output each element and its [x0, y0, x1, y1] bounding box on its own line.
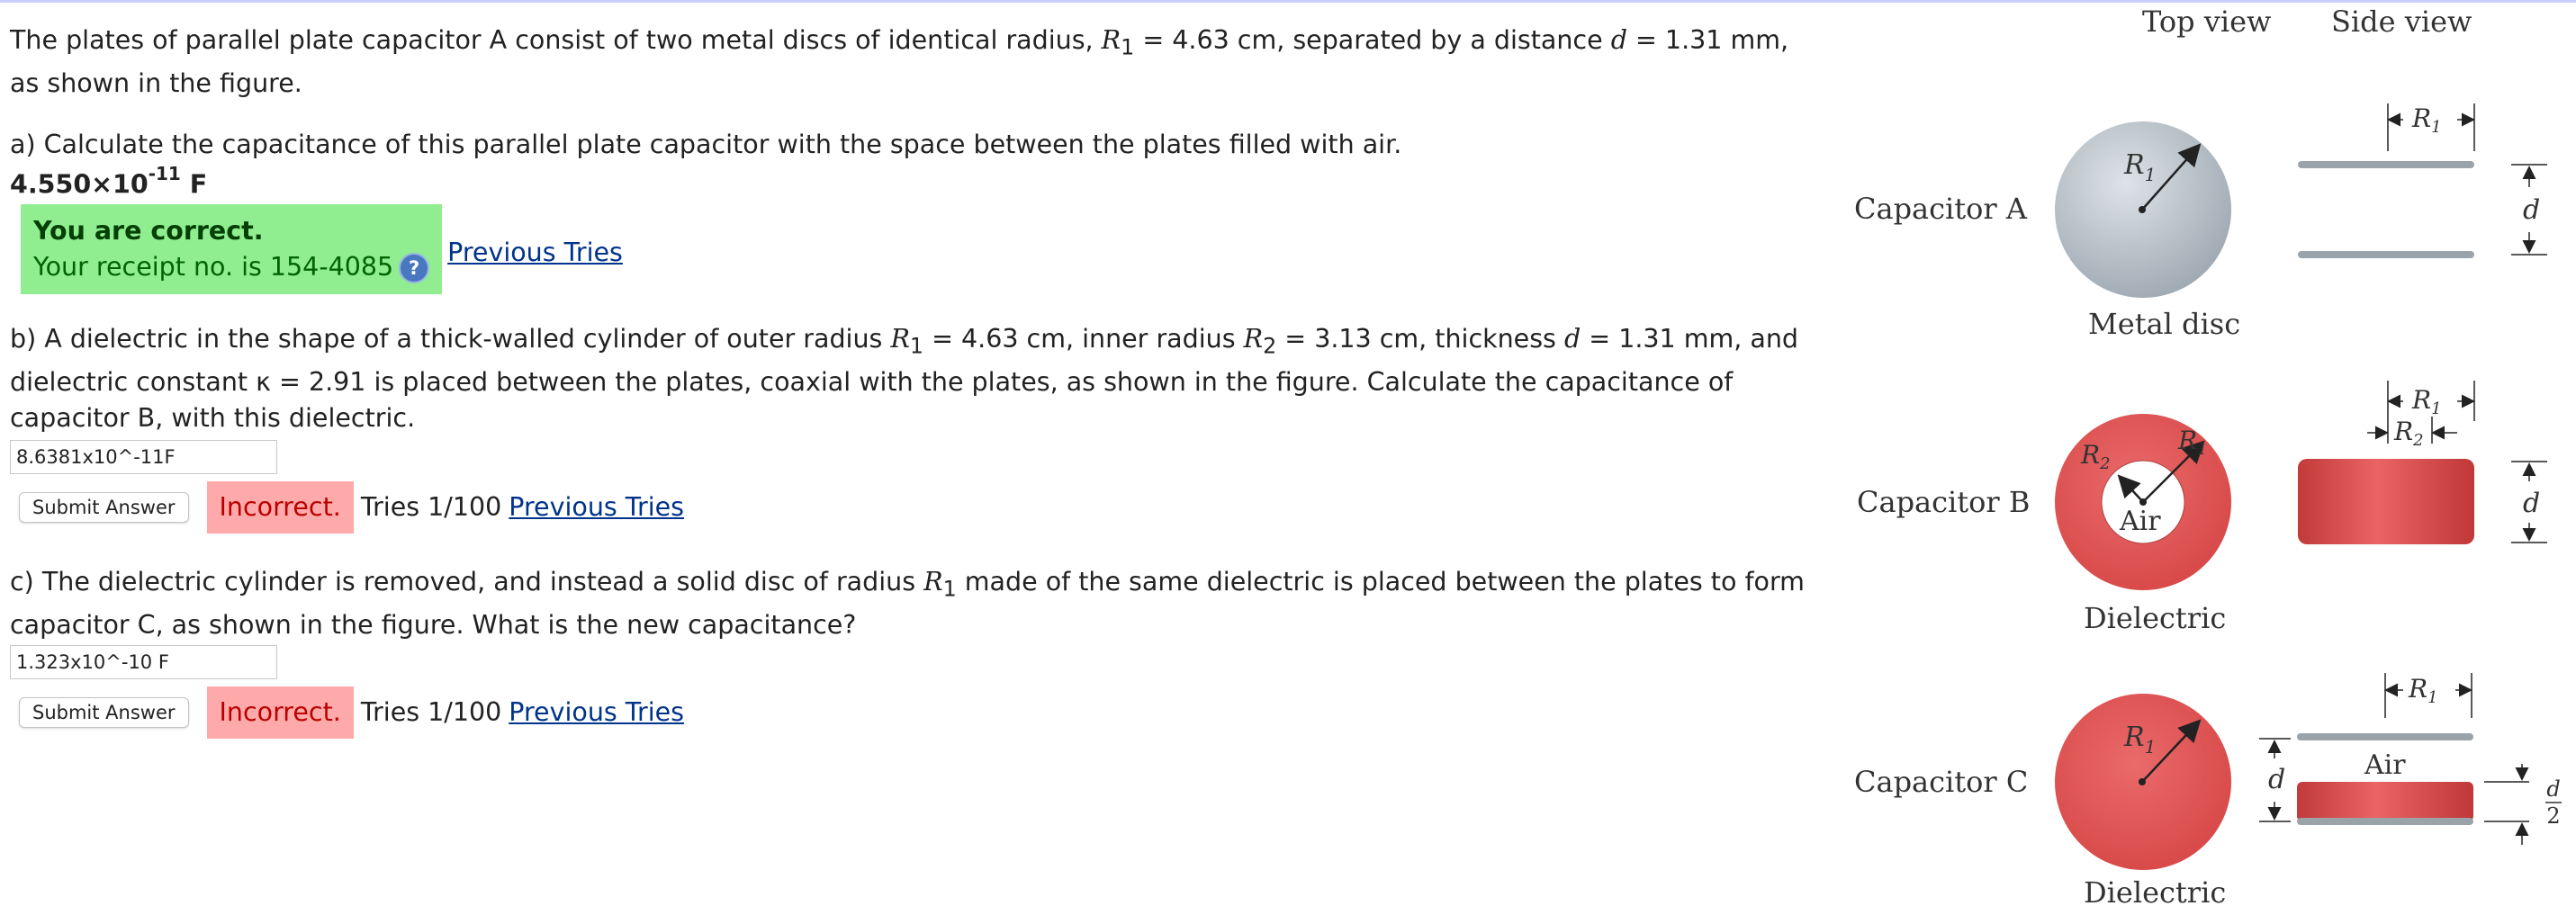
previous-tries-link-c[interactable]: Previous Tries — [509, 697, 685, 728]
air-label-b: Air — [2120, 506, 2161, 537]
metal-disc-label: Metal disc — [2088, 307, 2241, 341]
question-a: a) Calculate the capacitance of this parallel plate capacitor with the space between the plates filled with air. — [10, 129, 1402, 159]
capacitor-a-label: Capacitor A — [1854, 192, 2027, 226]
r1-side-label-b: $R_1$ — [2412, 385, 2442, 418]
previous-tries-link-b[interactable]: Previous Tries — [509, 492, 685, 523]
dielectric-slab-side — [2297, 782, 2473, 821]
r2-label-b: $R_2$ — [2081, 440, 2111, 473]
previous-tries-link-a[interactable]: Previous Tries — [447, 238, 623, 268]
correct-title: You are correct. — [33, 216, 264, 247]
dielectric-cylinder-side — [2298, 459, 2474, 544]
r2-side-label-b: $R_2$ — [2394, 417, 2424, 450]
submit-answer-button-c[interactable]: Submit Answer — [19, 697, 189, 728]
correct-feedback — [21, 204, 442, 294]
center-dot-b — [2139, 498, 2147, 506]
r1-label-c: $R_1$ — [2124, 722, 2157, 758]
top-view-label: Top view — [2142, 4, 2272, 39]
center-dot-c — [2139, 778, 2146, 785]
d-label-c: d — [2268, 764, 2286, 795]
tries-count-b: Tries 1/100 — [360, 492, 502, 523]
dielectric-label-c: Dielectric — [2084, 875, 2227, 906]
half-d-denominator: 2 — [2546, 803, 2561, 829]
incorrect-badge-c: Incorrect. — [207, 686, 354, 739]
question-c: c) The dielectric cylinder is removed, and instead a solid disc of radius $R_1$ made of the same dielectric is placed between the plates to form capacitor C, as shown in the figure. What is the new capacitance? — [10, 566, 1805, 640]
question-b: b) A dielectric in the shape of a thick-walled cylinder of outer radius $R_1 = 4.63$ cm, inner radius $R_2 = 3.13$ cm, thickness d = 1.31 mm, and dielectric constant κ = 2.91 is placed between the plates, coaxial with the plates, as shown in the figure. Calculate the capacitance of capacitor B, with this dielectric. — [10, 324, 1798, 433]
capacitor-b-label: Capacitor B — [1857, 485, 2031, 519]
half-d-numerator: d — [2546, 776, 2561, 802]
tries-count-c: Tries 1/100 — [360, 697, 502, 728]
capacitor-figure — [1827, 3, 2574, 906]
d-label-a: d — [2523, 194, 2541, 226]
receipt-text: Your receipt no. is 154-4085 — [33, 252, 394, 283]
r1-label-a: $R_1$ — [2124, 149, 2157, 185]
r1-side-label-a: $R_1$ — [2412, 103, 2442, 137]
help-icon[interactable]: ? — [399, 253, 429, 283]
side-view-label: Side view — [2331, 4, 2472, 39]
d-label-b: d — [2523, 488, 2541, 519]
answer-a: $4.550\times 10^{-11}$ F — [10, 162, 208, 200]
bottom-plate-c — [2297, 818, 2473, 825]
answer-input-b[interactable] — [10, 440, 277, 474]
r1-side-label-c: $R_1$ — [2409, 674, 2438, 707]
bottom-plate-a — [2298, 251, 2474, 258]
top-plate-a — [2298, 161, 2474, 168]
dielectric-label-b: Dielectric — [2084, 601, 2227, 635]
air-label-c: Air — [2364, 749, 2406, 781]
capacitor-c-label: Capacitor C — [1854, 765, 2029, 799]
center-dot-a — [2139, 206, 2146, 213]
problem-text — [10, 22, 1810, 739]
submit-answer-button-b[interactable]: Submit Answer — [19, 492, 189, 523]
problem-statement: The plates of parallel plate capacitor A consist of two metal discs of identical radius, $R_1 = 4.63$ cm, separated by a distance d = 1.31 mm, as shown in the figure. — [10, 25, 1789, 98]
answer-input-c[interactable] — [10, 645, 277, 679]
r1-label-b: $R_1$ — [2178, 426, 2208, 459]
incorrect-badge-b: Incorrect. — [207, 481, 354, 534]
top-plate-c — [2297, 733, 2473, 740]
